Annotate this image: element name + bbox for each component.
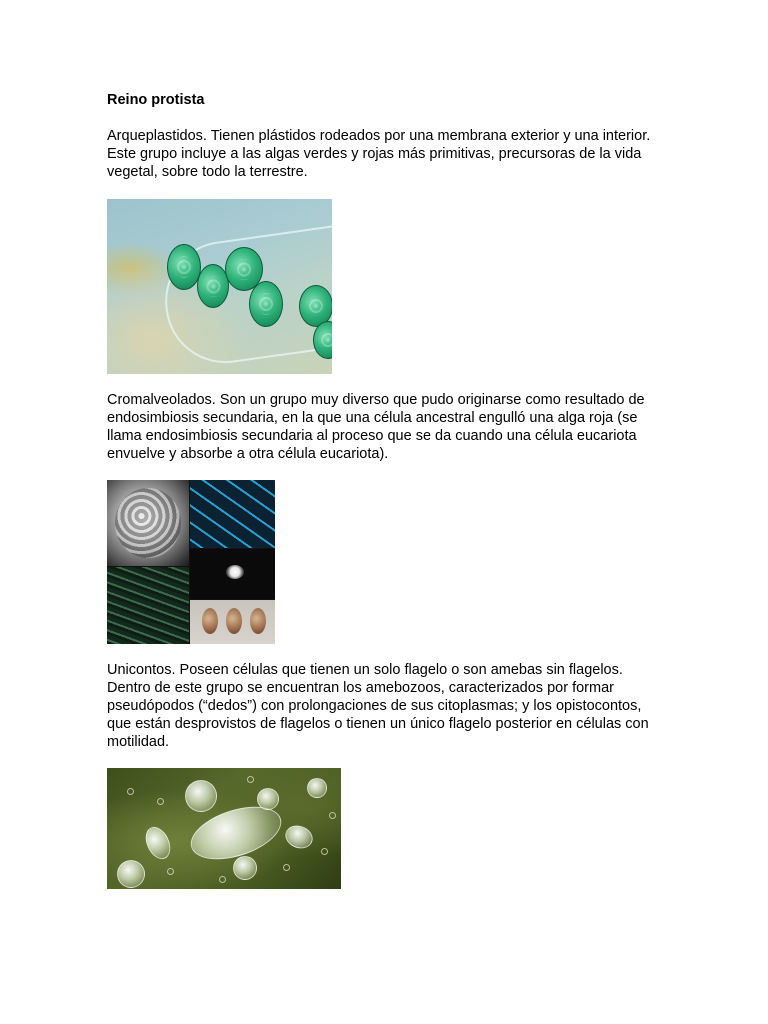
bubble: [167, 868, 174, 875]
algae-cell: [167, 244, 201, 290]
spores-image: [190, 600, 275, 644]
page-title: Reino protista: [107, 92, 205, 108]
green-algae-photo: [107, 199, 332, 374]
cromalveolados-collage: [107, 480, 275, 644]
spore: [226, 608, 242, 634]
paragraph-cromalveolados: Cromalveolados. Son un grupo muy diverso que pudo originarse como resultado de endosimbiosis secundaria, en la que una célula ancestral engulló una alga roja (se llama endosimbiosis secundaria al proceso que se da cuando una célula eucariota envuelve y absorbe a otra célula eucariota).: [107, 392, 645, 462]
protozoan: [307, 778, 327, 798]
bubble: [219, 876, 226, 883]
spore: [250, 608, 266, 634]
collage-frame: [107, 480, 275, 644]
dinoflagellate-glow-image: [190, 549, 275, 599]
paragraph-arqueplastidos: Arqueplastidos. Tienen plástidos rodeados por una membrana exterior y una interior. Este grupo incluye a las algas verdes y rojas más primitivas, precursoras de la vida vegetal, sobre todo la terrestre.: [107, 128, 651, 180]
spore: [202, 608, 218, 634]
bubble: [321, 848, 328, 855]
protozoan: [233, 856, 257, 880]
protozoan: [117, 860, 145, 888]
bubble: [157, 798, 164, 805]
bubble: [127, 788, 134, 795]
diatoms-image: [190, 480, 275, 548]
bubble: [283, 864, 290, 871]
bubble: [247, 776, 254, 783]
protozoan: [185, 780, 217, 812]
coccolithophore-image: [107, 480, 189, 566]
protozoa-illustration: [107, 768, 341, 889]
algae-cell: [249, 281, 283, 327]
kelp-image: [107, 567, 189, 644]
bubble: [329, 812, 336, 819]
protozoan: [257, 788, 279, 810]
paragraph-unicontos: Unicontos. Poseen células que tienen un solo flagelo o son amebas sin flagelos. Dentro de este grupo se encuentran los amebozoos, caracterizados por formar pseudópodos (“dedos”) con prolongaciones de sus citoplasmas; y los opistocontos, que están desprovistos de flagelos o tienen un único flagelo posterior en células con motilidad.: [107, 662, 649, 750]
